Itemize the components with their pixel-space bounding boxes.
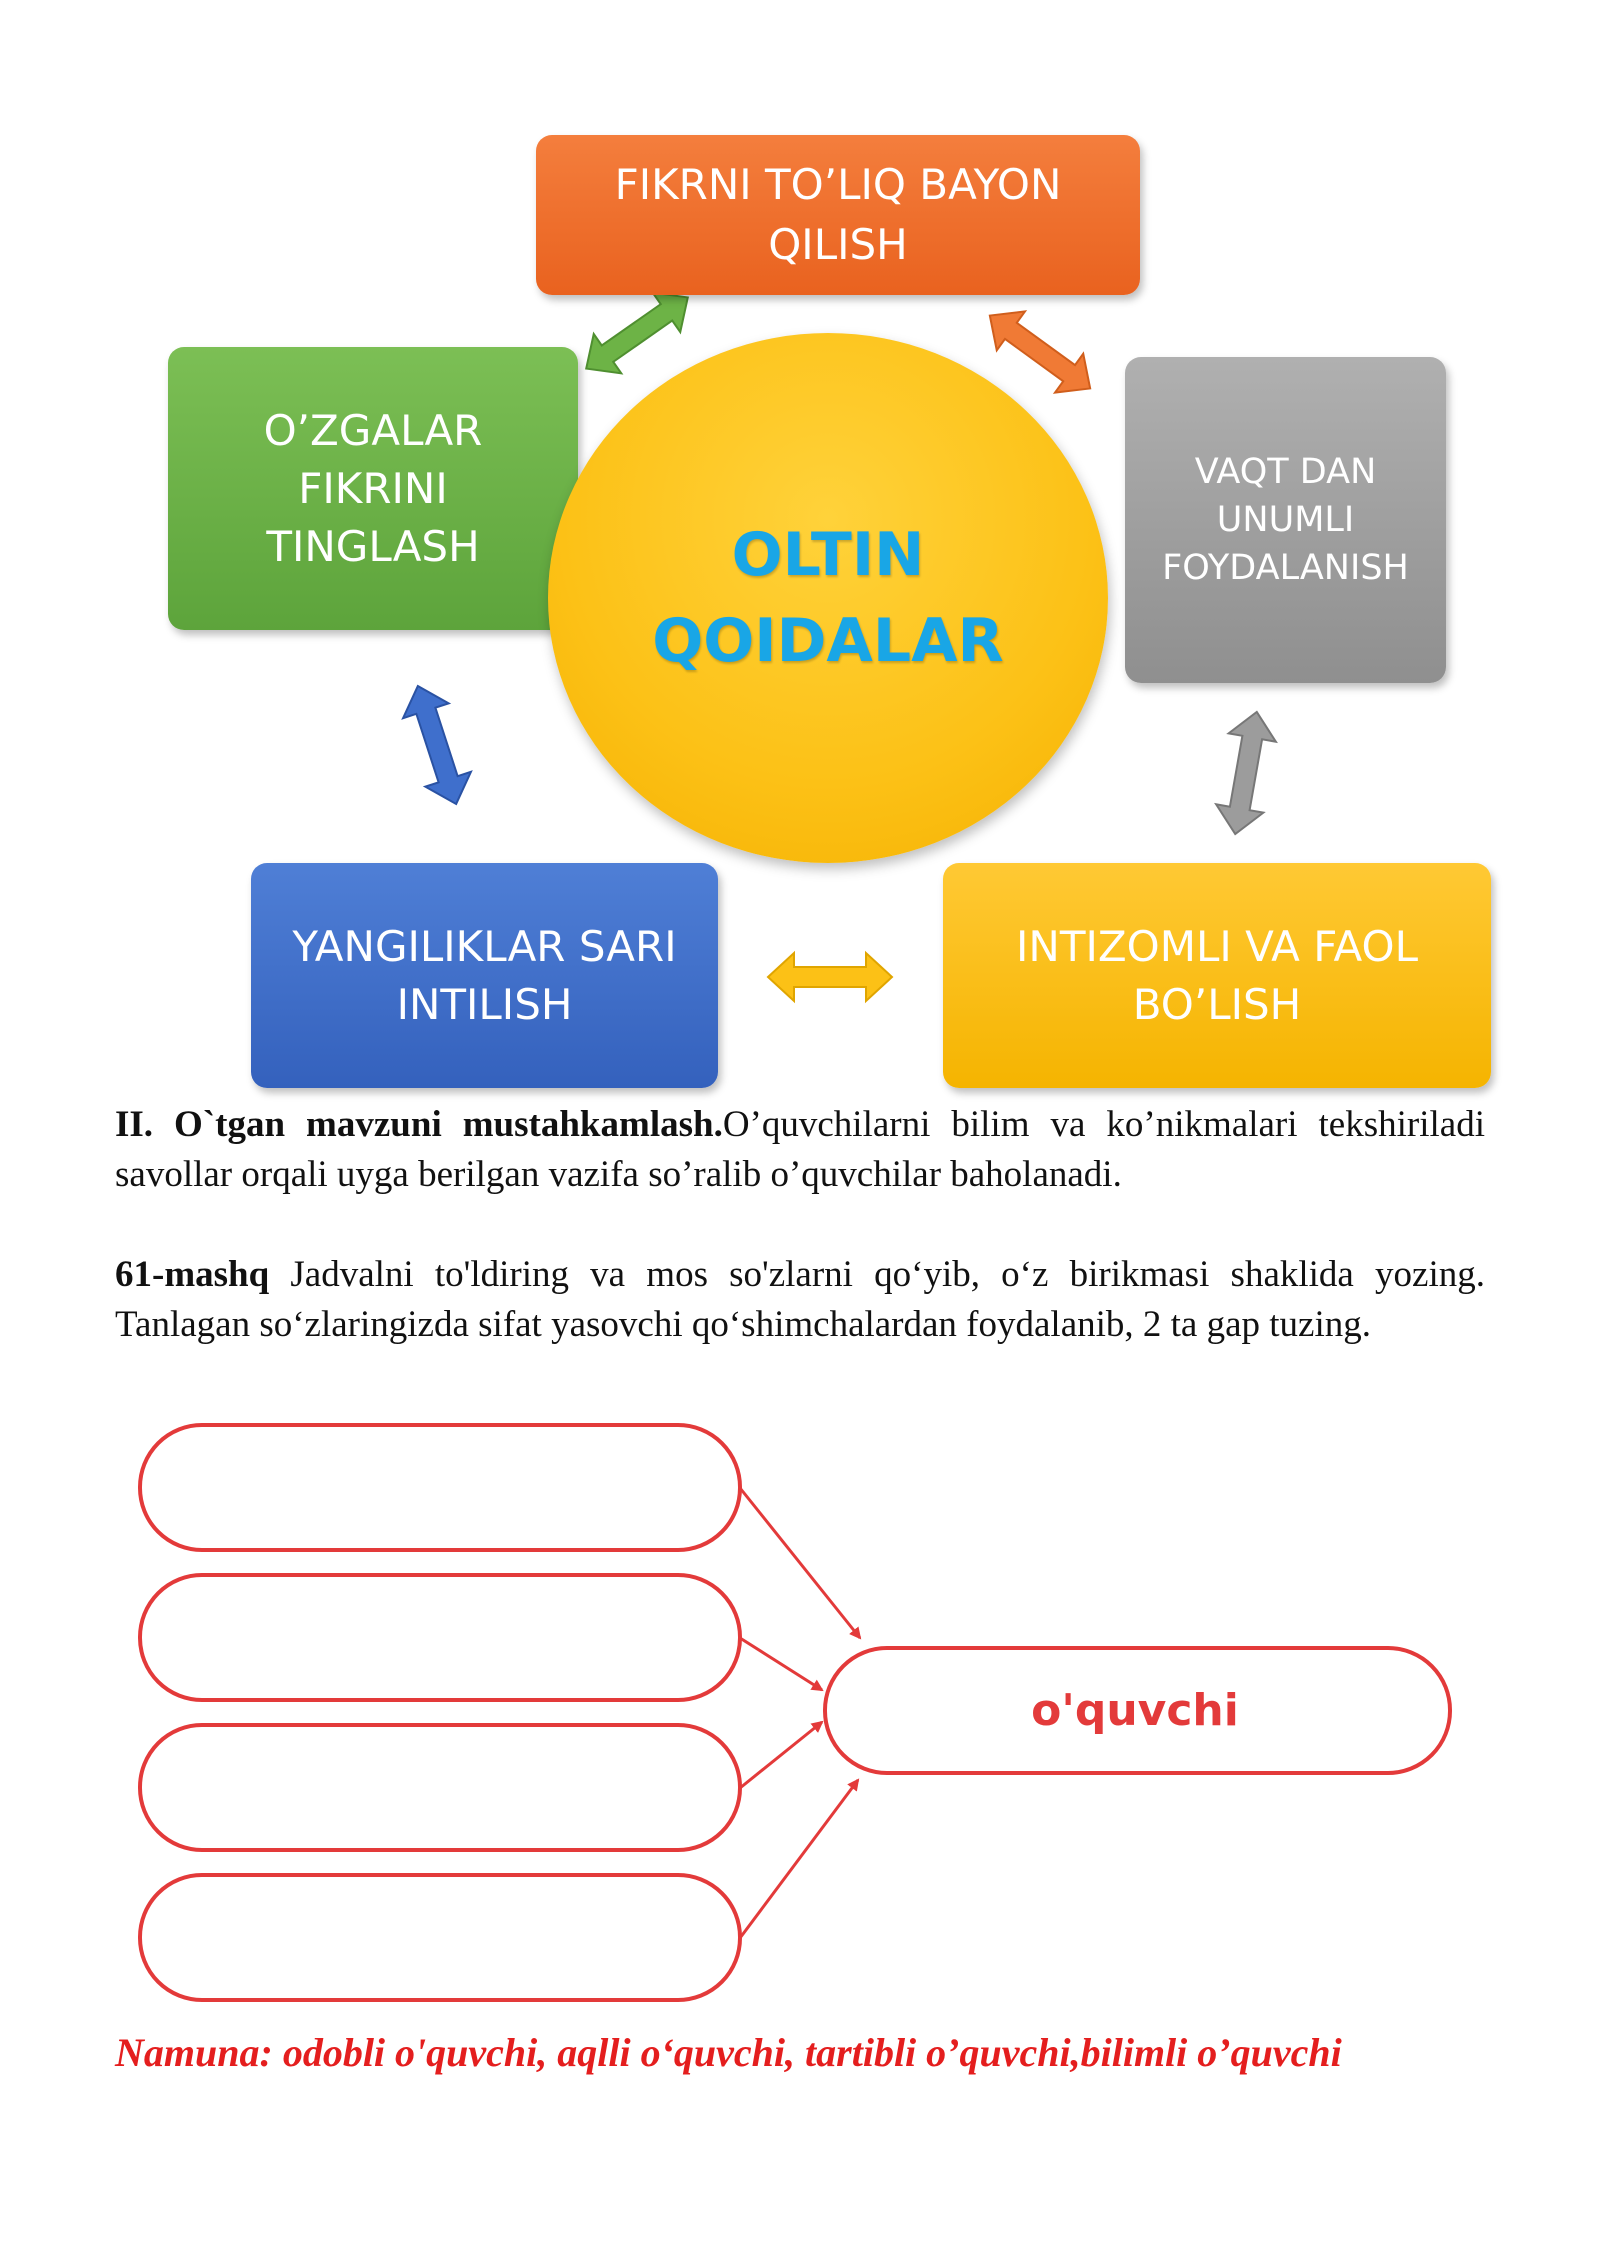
- exercise-number: 61-mashq: [115, 1254, 270, 1295]
- arrow-3: [740, 1722, 822, 1788]
- blank-oval-1[interactable]: [140, 1425, 740, 1550]
- arrow-4: [740, 1780, 858, 1938]
- rule-box-left: [168, 347, 578, 630]
- blue-double-arrow-icon: [395, 679, 479, 812]
- section-heading: II. O`tgan mavzuni mustahkamlash.: [115, 1104, 723, 1145]
- center-label: OLTIN QOIDALAR: [652, 520, 1004, 676]
- target-word: o'quvchi: [1031, 1684, 1239, 1736]
- section-text: O’quvchilarni bilim va ko’nikmalari tekshiriladi savollar orqali uyga berilgan vazifa so’ralib o’quvchilar baholanadi.: [115, 1104, 1485, 1195]
- gray-double-arrow-icon: [1212, 708, 1281, 838]
- example-text: Namuna: odobli o'quvchi, aqlli o‘quvchi, tartibli o’quvchi,bilimli o’quvchi: [115, 2030, 1342, 2075]
- center-circle: [548, 333, 1108, 863]
- rule-box-bottom-left: [251, 863, 718, 1088]
- rule-box-top: [536, 135, 1140, 295]
- yellow-double-arrow-icon: [768, 953, 892, 1001]
- arrow-2: [740, 1638, 822, 1690]
- rule-box-bottom-right: [943, 863, 1491, 1088]
- exercise-paragraph: [115, 1250, 1485, 1350]
- blank-oval-2[interactable]: [140, 1575, 740, 1700]
- rule-bottom-left-label: YANGILIKLAR SARI INTILISH: [292, 921, 677, 1029]
- section-paragraph: [115, 1100, 1485, 1200]
- arrow-1: [740, 1488, 860, 1638]
- blank-oval-3[interactable]: [140, 1725, 740, 1850]
- blank-oval-4[interactable]: [140, 1875, 740, 2000]
- rule-top-label: FIKRNI TO’LIQ BAYON QILISH: [614, 160, 1062, 269]
- rule-left-label: O’ZGALAR FIKRINI TINGLASH: [263, 405, 483, 571]
- exercise-text: Jadvalni to'ldiring va mos so'zlarni qo‘yib, o‘z birikmasi shaklida yozing. Tanlagan so‘zlaringizda sifat yasovchi qo‘shimchalardan foydalanib, 2 ta gap tuzing.: [115, 1254, 1485, 1345]
- rule-bottom-right-label: INTIZOMLI VA FAOL BO’LISH: [1016, 921, 1418, 1029]
- rule-box-right: [1125, 357, 1446, 683]
- rule-right-label: VAQT DAN UNUMLI FOYDALANISH: [1162, 452, 1409, 588]
- golden-rules-diagram: [0, 0, 1600, 1100]
